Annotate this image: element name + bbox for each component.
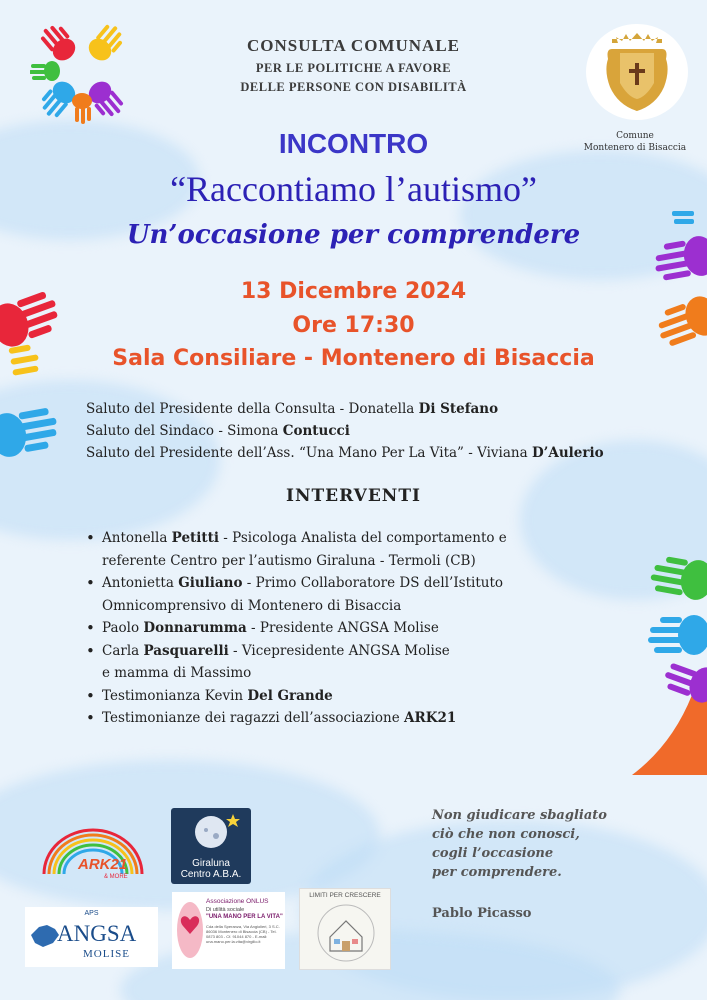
quote-line: Non giudicare sbagliato (432, 808, 607, 823)
quote-author: Pablo Picasso (432, 906, 532, 921)
quote-line: cogli l’occasione (432, 846, 554, 861)
giraluna-sub: Centro A.B.A. (180, 869, 242, 880)
handprints-bottom-right-icon (612, 535, 707, 775)
list-item: • Testimonianza Kevin Del Grande (86, 685, 606, 708)
quote-line: ciò che non conosci, (432, 827, 580, 842)
event-place: Sala Consiliare - Montenero di Bisaccia (112, 346, 595, 371)
heart-hands-icon (175, 898, 205, 962)
list-item: • Antonella Petitti - Psicologa Analista del comportamento e referente Centro per l’autismo Giraluna - Termoli (CB) (86, 527, 606, 572)
organizer-subtitle-1: PER LE POLITICHE A FAVORE (255, 61, 452, 75)
list-item: • Testimonianze dei ragazzi dell’associazione ARK21 (86, 707, 606, 730)
greeting-line: Saluto del Sindaco - Simona Contucci (86, 423, 350, 439)
greetings-list (86, 398, 604, 464)
greeting-line: Saluto del Presidente della Consulta - Donatella Di Stefano (86, 401, 499, 417)
rainbow-icon (34, 818, 152, 884)
mano-address: Cda della Speranza, Via Angiolieri, 3 S.C. 86036 Montenero di Bisaccia (CB) - Tel. 0873 803 - Cf. 91044 870 - E-mail: una.mano.per.la.vita@virgilio.it (206, 924, 280, 944)
giraluna-name: Giraluna (192, 858, 230, 869)
mano-line1: Associazione ONLUS (206, 898, 269, 905)
interventi-heading: INTERVENTI (286, 486, 421, 506)
ark21-name: ARK21 (78, 856, 128, 873)
house-drawing-icon (316, 903, 376, 963)
municipal-crest (586, 24, 688, 120)
crest-shield-icon (602, 31, 672, 113)
quote-line: per comprendere. (432, 865, 562, 880)
list-item: • Paolo Donnarumma - Presidente ANGSA Molise (86, 617, 606, 640)
list-item: • Carla Pasquarelli - Vicepresidente ANGSA Molise e mamma di Massimo (86, 640, 606, 685)
event-title: “Raccontiamo l’autismo” (170, 169, 537, 209)
greeting-line: Saluto del Presidente dell’Ass. “Una Mano Per La Vita” - Viviana D’Aulerio (86, 445, 604, 461)
giraluna-logo (171, 808, 251, 884)
angsa-name: ANGSA (57, 921, 137, 946)
limiti-per-crescere-logo (299, 888, 391, 970)
handprints-left-icon (0, 280, 80, 480)
angsa-logo (25, 907, 158, 967)
ark21-logo (34, 818, 152, 884)
event-time: Ore 17:30 (292, 313, 415, 338)
organizer-subtitle-2: DELLE PERSONE CON DISABILITÀ (240, 80, 467, 94)
event-date: 13 Dicembre 2024 (240, 279, 467, 304)
quote (432, 806, 607, 882)
event-kind: INCONTRO (278, 128, 429, 159)
ark21-tag: & MORE (104, 874, 128, 880)
angsa-region: MOLISE (83, 948, 130, 960)
mano-line2: Di utilità sociale (206, 907, 245, 913)
interventi-list (86, 527, 606, 730)
event-subtitle: Un’occasione per comprendere (126, 220, 581, 250)
una-mano-per-la-vita-logo (172, 892, 285, 969)
crest-caption-line1: Comune (616, 131, 654, 141)
list-item: • Antonietta Giuliano - Primo Collaboratore DS dell’Istituto Omnicomprensivo di Montenero di Bisaccia (86, 572, 606, 617)
limiti-text: LIMITI PER CRESCERE (309, 892, 381, 899)
crest-caption-line2: Montenero di Bisaccia (583, 143, 687, 153)
mano-line3: "UNA MANO PER LA VITA" (206, 914, 283, 920)
moon-icon (171, 808, 251, 858)
organizer-name: CONSULTA COMUNALE (246, 36, 460, 55)
angsa-aps: APS (84, 910, 99, 917)
